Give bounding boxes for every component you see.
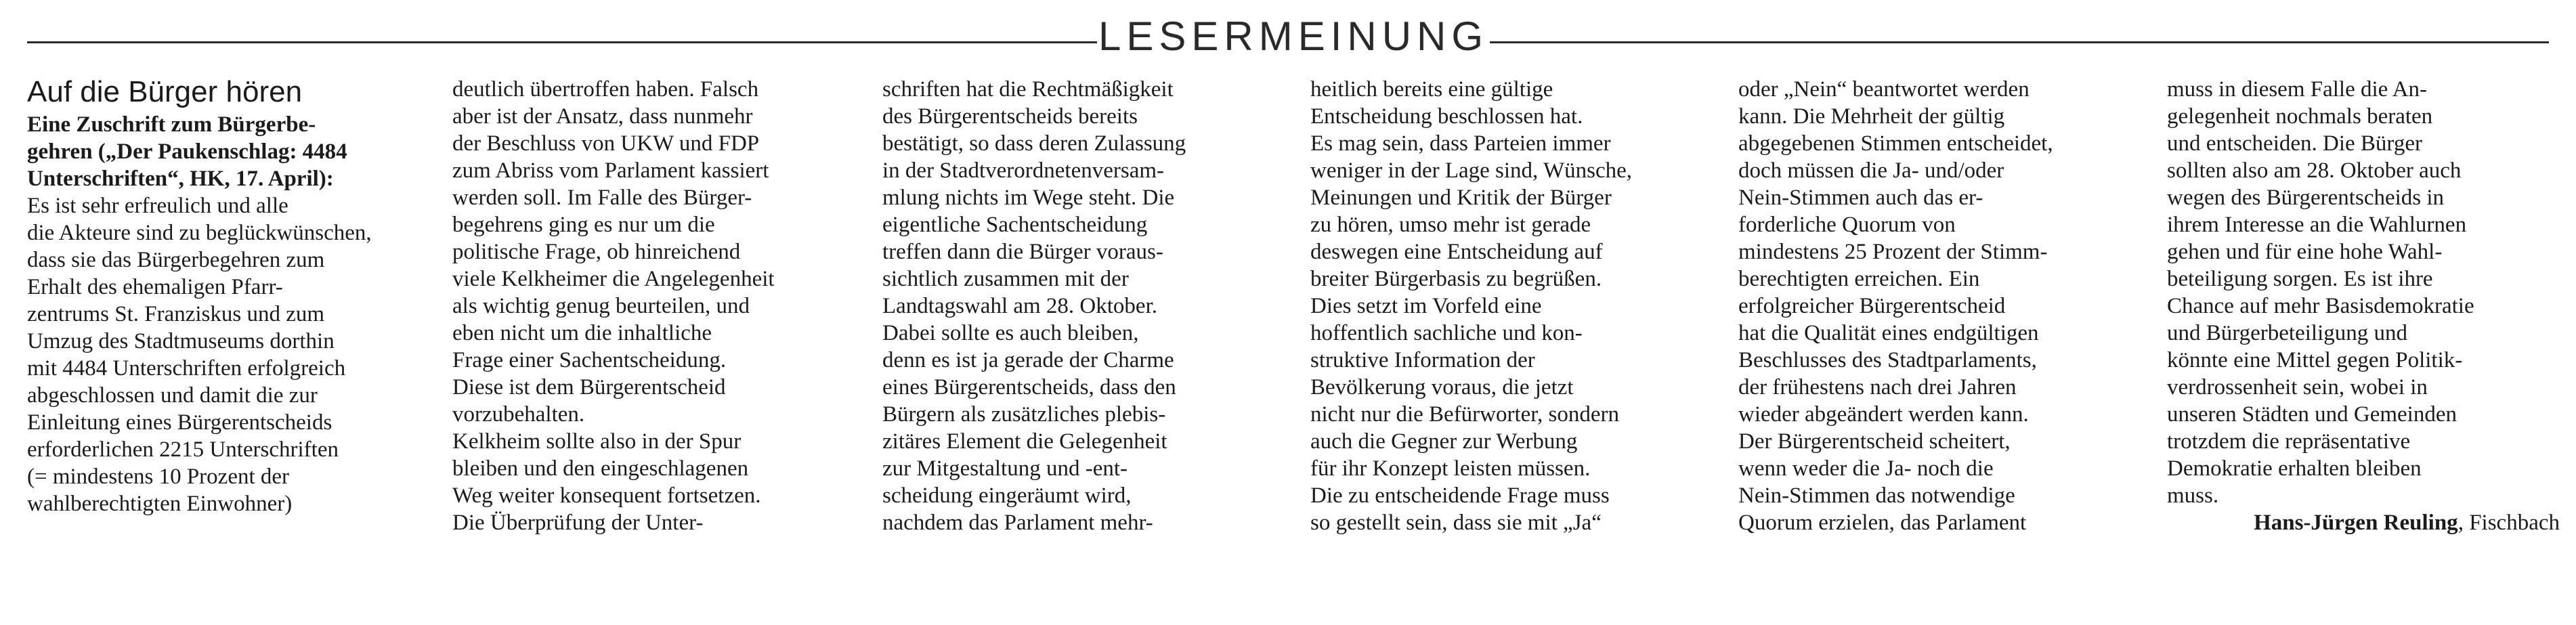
text-line: Demokratie erhalten bleiben xyxy=(2167,456,2422,481)
text-line: unseren Städten und Gemeinden xyxy=(2167,402,2457,427)
text-line: werden soll. Im Falle des Bürger- xyxy=(452,186,752,210)
text-line: Chance auf mehr Basisdemokratie xyxy=(2167,294,2474,318)
text-line: Quorum erzielen, das Parlament xyxy=(1738,511,2027,535)
text-line: Die Überprüfung der Unter- xyxy=(452,511,704,535)
text-line: struktive Information der xyxy=(1310,348,1535,372)
text-line: Frage einer Sachentscheidung. xyxy=(452,348,727,372)
section-title: LESERMEINUNG xyxy=(1098,14,1489,59)
text-line: mlung nichts im Wege steht. Die xyxy=(882,186,1175,210)
text-line: Einleitung eines Bürgerentscheids xyxy=(27,410,332,435)
text-line: Bürgern als zusätzliches plebis- xyxy=(882,402,1166,427)
text-line: hat die Qualität eines endgültigen xyxy=(1738,321,2039,345)
text-line: auch die Gegner zur Werbung xyxy=(1310,429,1578,454)
text-line: Diese ist dem Bürgerentscheid xyxy=(452,375,726,400)
text-line: der Beschluss von UKW und FDP xyxy=(452,131,760,156)
header-rule-right xyxy=(1490,41,2549,43)
text-line: heitlich bereits eine gültige xyxy=(1310,77,1553,102)
text-line: bestätigt, so dass deren Zulassung xyxy=(882,131,1186,156)
author-separator: , xyxy=(2457,511,2470,535)
text-line: gehen und für eine hohe Wahl- xyxy=(2167,240,2443,264)
text-line: zentrums St. Franziskus und zum xyxy=(27,302,325,326)
text-line: mindestens 25 Prozent der Stimm- xyxy=(1738,240,2048,264)
text-line: denn es ist ja gerade der Charme xyxy=(882,348,1174,372)
text-line: Beschlusses des Stadtparlaments, xyxy=(1738,348,2037,372)
text-line: erforderlichen 2215 Unterschriften xyxy=(27,437,339,462)
text-line: sichtlich zusammen mit der xyxy=(882,267,1129,291)
text-line: Dabei sollte es auch bleiben, xyxy=(882,321,1139,345)
text-line: doch müssen die Ja- und/oder xyxy=(1738,158,2004,183)
text-line: Entscheidung beschlossen hat. xyxy=(1310,104,1583,129)
text-line: zu hören, umso mehr ist gerade xyxy=(1310,213,1591,237)
text-line: deswegen eine Entscheidung auf xyxy=(1310,240,1603,264)
column-2 xyxy=(452,76,845,536)
text-line: Umzug des Stadtmuseums dorthin xyxy=(27,329,335,353)
text-line: mit 4484 Unterschriften erfolgreich xyxy=(27,356,346,381)
text-line: ihrem Interesse an die Wahlurnen xyxy=(2167,213,2467,237)
text-line: wenn weder die Ja- noch die xyxy=(1738,456,1994,481)
author-place: Fischbach xyxy=(2469,511,2560,535)
article-columns xyxy=(27,75,2560,618)
text-line: politische Frage, ob hinreichend xyxy=(452,240,741,264)
text-line: kann. Die Mehrheit der gültig xyxy=(1738,104,2005,129)
article-headline: Auf die Bürger hören xyxy=(27,75,303,108)
text-line: oder „Nein“ beantwortet werden xyxy=(1738,77,2030,102)
text-line: für ihr Konzept leisten müssen. xyxy=(1310,456,1591,481)
text-line: (= mindestens 10 Prozent der xyxy=(27,465,290,489)
text-line: nicht nur die Befürworter, sondern xyxy=(1310,402,1619,427)
column-body xyxy=(2167,76,2560,509)
text-line: Weg weiter konsequent fortsetzen. xyxy=(452,483,761,508)
intro-line: Eine Zuschrift zum Bürgerbe- xyxy=(27,112,316,137)
text-line: eigentliche Sachentscheidung xyxy=(882,213,1148,237)
text-line: wegen des Bürgerentscheids in xyxy=(2167,186,2445,210)
column-body xyxy=(1310,76,1703,536)
text-line: des Bürgerentscheids bereits xyxy=(882,104,1138,129)
text-line: nachdem das Parlament mehr- xyxy=(882,511,1153,535)
text-line: zitäres Element die Gelegenheit xyxy=(882,429,1167,454)
text-line: verdrossenheit sein, wobei in xyxy=(2167,375,2428,400)
text-line: abgegebenen Stimmen entscheidet, xyxy=(1738,131,2053,156)
text-line: und Bürgerbeteiligung und xyxy=(2167,321,2408,345)
text-line: eben nicht um die inhaltliche xyxy=(452,321,712,345)
text-line: abgeschlossen und damit die zur xyxy=(27,383,318,408)
column-5 xyxy=(1738,76,2131,536)
text-line: in der Stadtverordnetenversam- xyxy=(882,158,1165,183)
author-name: Hans-Jürgen Reuling xyxy=(2254,511,2458,535)
text-line: und entscheiden. Die Bürger xyxy=(2167,131,2422,156)
text-line: sollten also am 28. Oktober auch xyxy=(2167,158,2462,183)
text-line: muss. xyxy=(2167,483,2219,508)
text-line: Die zu entscheidende Frage muss xyxy=(1310,483,1610,508)
text-line: forderliche Quorum von xyxy=(1738,213,1956,237)
header-rule-left xyxy=(27,41,1097,43)
author-signature xyxy=(2167,509,2560,536)
text-line: die Akteure sind zu beglückwünschen, xyxy=(27,221,372,245)
column-body xyxy=(27,192,420,517)
text-line: der frühestens nach drei Jahren xyxy=(1738,375,2017,400)
text-line: muss in diesem Falle die An- xyxy=(2167,77,2428,102)
text-line: Nein-Stimmen das notwendige xyxy=(1738,483,2015,508)
text-line: Kelkheim sollte also in der Spur xyxy=(452,429,742,454)
column-body xyxy=(1738,76,2131,536)
text-line: Landtagswahl am 28. Oktober. xyxy=(882,294,1157,318)
text-line: scheidung eingeräumt wird, xyxy=(882,483,1132,508)
intro-line: gehren („Der Paukenschlag: 4484 xyxy=(27,139,347,164)
text-line: als wichtig genug beurteilen, und xyxy=(452,294,750,318)
text-line: begehrens ging es nur um die xyxy=(452,213,715,237)
column-body xyxy=(882,76,1275,536)
article-intro xyxy=(27,111,420,192)
text-line: eines Bürgerentscheids, dass den xyxy=(882,375,1176,400)
text-line: dass sie das Bürgerbegehren zum xyxy=(27,248,325,272)
text-line: zum Abriss vom Parlament kassiert xyxy=(452,158,769,183)
column-body xyxy=(452,76,845,536)
text-line: deutlich übertroffen haben. Falsch xyxy=(452,77,759,102)
text-line: aber ist der Ansatz, dass nunmehr xyxy=(452,104,753,129)
text-line: zur Mitgestaltung und -ent- xyxy=(882,456,1128,481)
intro-line: Unterschriften“, HK, 17. April): xyxy=(27,167,334,191)
column-3 xyxy=(882,76,1275,536)
section-header xyxy=(0,9,2576,57)
text-line: treffen dann die Bürger voraus- xyxy=(882,240,1163,264)
text-line: Erhalt des ehemaligen Pfarr- xyxy=(27,275,283,299)
text-line: trotzdem die repräsentative xyxy=(2167,429,2411,454)
text-line: hoffentlich sachliche und kon- xyxy=(1310,321,1583,345)
text-line: viele Kelkheimer die Angelegenheit xyxy=(452,267,775,291)
text-line: erfolgreicher Bürgerentscheid xyxy=(1738,294,2006,318)
text-line: wieder abgeändert werden kann. xyxy=(1738,402,2029,427)
text-line: Bevölkerung voraus, die jetzt xyxy=(1310,375,1574,400)
text-line: Nein-Stimmen auch das er- xyxy=(1738,186,1983,210)
text-line: beteiligung sorgen. Es ist ihre xyxy=(2167,267,2433,291)
text-line: Der Bürgerentscheid scheitert, xyxy=(1738,429,2011,454)
text-line: bleiben und den eingeschlagenen xyxy=(452,456,749,481)
text-line: Dies setzt im Vorfeld eine xyxy=(1310,294,1542,318)
text-line: Es ist sehr erfreulich und alle xyxy=(27,194,288,218)
text-line: breiter Bürgerbasis zu begrüßen. xyxy=(1310,267,1602,291)
text-line: könnte eine Mittel gegen Politik- xyxy=(2167,348,2463,372)
text-line: berechtigten erreichen. Ein xyxy=(1738,267,1980,291)
text-line: Es mag sein, dass Parteien immer xyxy=(1310,131,1611,156)
text-line: Meinungen und Kritik der Bürger xyxy=(1310,186,1612,210)
text-line: vorzubehalten. xyxy=(452,402,585,427)
column-6 xyxy=(2167,76,2560,536)
column-4 xyxy=(1310,76,1703,536)
text-line: weniger in der Lage sind, Wünsche, xyxy=(1310,158,1632,183)
text-line: so gestellt sein, dass sie mit „Ja“ xyxy=(1310,511,1602,535)
column-1 xyxy=(27,76,420,517)
text-line: wahlberechtigten Einwohner) xyxy=(27,492,293,516)
text-line: gelegenheit nochmals beraten xyxy=(2167,104,2433,129)
text-line: schriften hat die Rechtmäßigkeit xyxy=(882,77,1174,102)
